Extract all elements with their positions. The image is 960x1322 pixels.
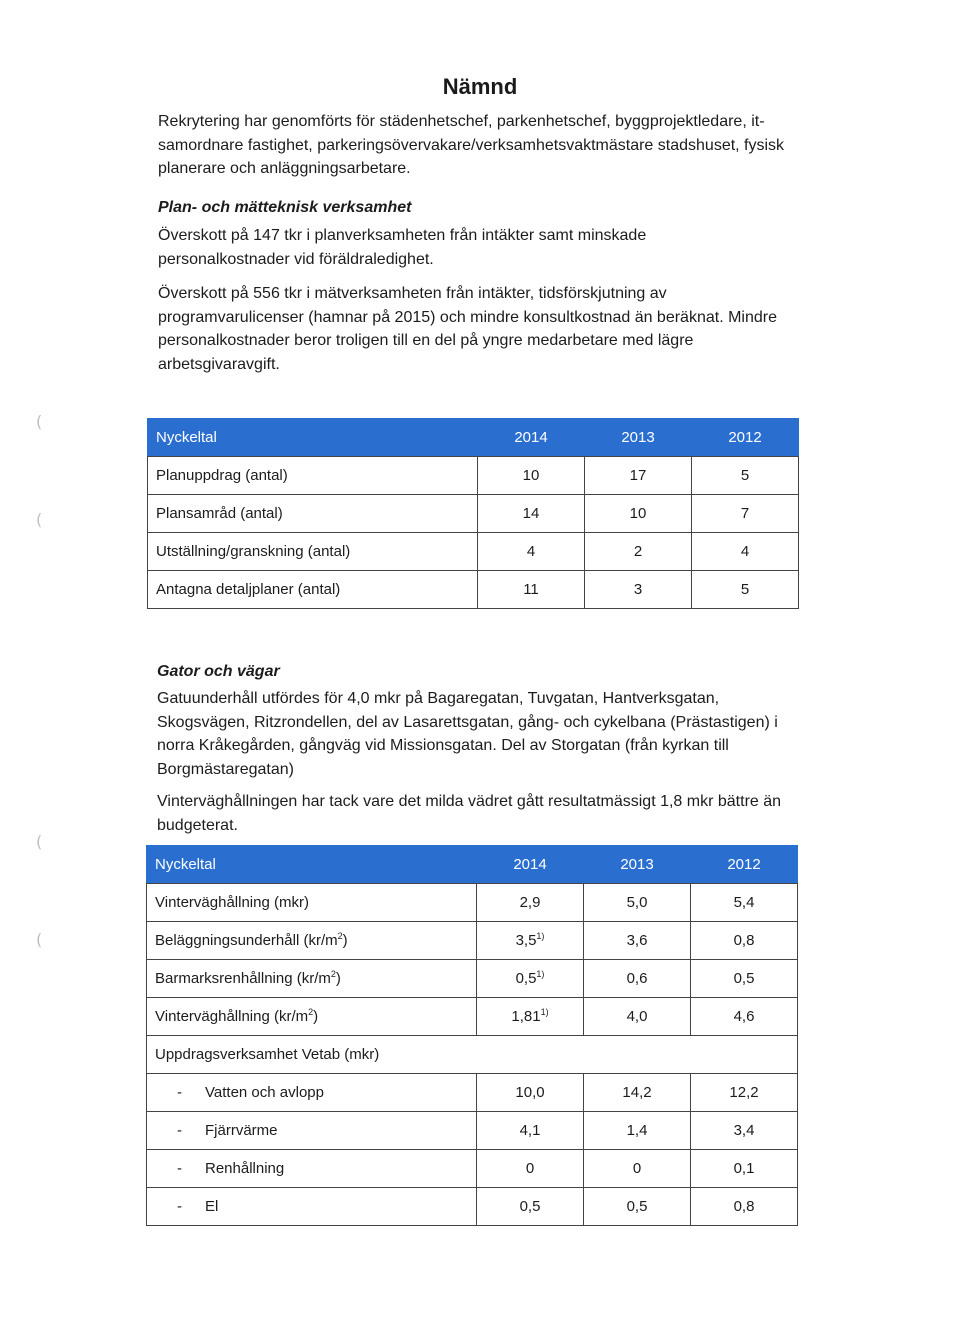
row-label: Utställning/granskning (antal): [148, 533, 478, 571]
cell-value: 10: [478, 457, 585, 495]
cell-value: 2,9: [477, 884, 584, 922]
header-year-2013: 2013: [585, 419, 692, 457]
cell-value: 0: [477, 1150, 584, 1188]
cell-value: 5,0: [584, 884, 691, 922]
row-label: Antagna detaljplaner (antal): [148, 571, 478, 609]
plan-paragraph-1: Överskott på 147 tkr i planverksamheten från intäkter samt minskade personalkostnader vid föräldraledighet.: [158, 227, 647, 268]
cell-value: 10: [585, 495, 692, 533]
cell-value: 2: [585, 533, 692, 571]
page-title: Nämnd: [442, 74, 518, 99]
cell-value: 11: [478, 571, 585, 609]
margin-mark: (: [36, 832, 43, 851]
cell-value-text: 0,5: [515, 970, 537, 987]
dash-marker: -: [177, 1122, 182, 1139]
cell-value: 3: [585, 571, 692, 609]
cell-value: 10,0: [477, 1074, 584, 1112]
header-year-2014: 2014: [478, 419, 585, 457]
header-nyckeltal: Nyckeltal: [148, 419, 478, 457]
table-row: [147, 1074, 798, 1112]
nyckeltal-table-plan: [147, 418, 799, 609]
table-row: [148, 571, 799, 609]
table-row: [148, 533, 799, 571]
cell-value: 5: [692, 571, 799, 609]
cell-value: 0: [584, 1150, 691, 1188]
sub-row-label: [147, 1112, 477, 1150]
sub-row-label-text: Renhållning: [205, 1160, 285, 1177]
table-row: [147, 1036, 798, 1074]
sub-row-label: [147, 1074, 477, 1112]
cell-value: 3,4: [691, 1112, 798, 1150]
cell-value: 17: [585, 457, 692, 495]
header-year-2013: 2013: [584, 846, 691, 884]
unit-superscript: 2: [330, 969, 336, 979]
cell-value: 4,1: [477, 1112, 584, 1150]
sub-row-label: [147, 1188, 477, 1226]
table-row: [147, 884, 798, 922]
cell-value: 0,5: [477, 1188, 584, 1226]
sub-row-label-text: Vatten och avlopp: [205, 1084, 324, 1101]
table-row: [147, 1150, 798, 1188]
footnote-marker: 1): [536, 969, 545, 979]
cell-value: 12,2: [691, 1074, 798, 1112]
gator-paragraph-2: Vinterväghållningen har tack vare det milda vädret gått resultatmässigt 1,8 mkr bättre än budgeterat.: [157, 793, 782, 834]
sub-row-label: [147, 1150, 477, 1188]
row-label-text: Vinterväghållning (kr/m: [155, 1008, 309, 1025]
header-year-2012: 2012: [691, 846, 798, 884]
margin-mark: (: [36, 412, 43, 431]
plan-section-heading: Plan- och mätteknisk verksamhet: [158, 199, 412, 216]
cell-value: 1,4: [584, 1112, 691, 1150]
row-label: Uppdragsverksamhet Vetab (mkr): [147, 1036, 798, 1074]
table-row: [148, 457, 799, 495]
row-label-end: ): [335, 970, 341, 987]
table-row: [147, 998, 798, 1036]
row-label: Vinterväghållning (mkr): [147, 884, 477, 922]
cell-value: 0,5: [691, 960, 798, 998]
cell-value: 0,8: [691, 922, 798, 960]
cell-value: 0,6: [584, 960, 691, 998]
row-label-end: ): [313, 1008, 319, 1025]
unit-superscript: 2: [337, 931, 343, 941]
row-label: Plansamråd (antal): [148, 495, 478, 533]
row-label-text: Barmarksrenhållning (kr/m: [155, 970, 331, 987]
cell-value: 0,1: [691, 1150, 798, 1188]
row-label: [147, 960, 477, 998]
cell-value: 5,4: [691, 884, 798, 922]
header-year-2014: 2014: [477, 846, 584, 884]
cell-value: 0,8: [691, 1188, 798, 1226]
cell-value: 5: [692, 457, 799, 495]
header-nyckeltal: Nyckeltal: [147, 846, 477, 884]
sub-row-label-text: El: [205, 1198, 219, 1215]
gator-section-heading: Gator och vägar: [157, 663, 280, 680]
table-row: [147, 1188, 798, 1226]
intro-paragraph: Rekrytering har genomförts för städenhetschef, parkenhetschef, byggprojektledare, it-samordnare fastighet, parkeringsövervakare/verksamhetsvaktmästare stadshuset, fysisk planerare och anläggningsarbetare.: [158, 113, 785, 177]
cell-value: 4: [478, 533, 585, 571]
cell-value: 4,0: [584, 998, 691, 1036]
table-row: [148, 495, 799, 533]
dash-marker: -: [177, 1084, 182, 1101]
dash-marker: -: [177, 1198, 182, 1215]
cell-value: [477, 922, 584, 960]
row-label: Planuppdrag (antal): [148, 457, 478, 495]
row-label: [147, 998, 477, 1036]
table-row: [147, 922, 798, 960]
nyckeltal-table-gator: [146, 845, 798, 1226]
footnote-marker: 1): [536, 931, 545, 941]
cell-value: 14,2: [584, 1074, 691, 1112]
unit-superscript: 2: [308, 1007, 314, 1017]
footnote-marker: 1): [540, 1007, 549, 1017]
gator-paragraph-1: Gatuunderhåll utfördes för 4,0 mkr på Bagaregatan, Tuvgatan, Hantverksgatan, Skogsvägen, Ritzrondellen, del av Lasarettsgatan, gång- och cykelbana (Prästastigen) i norra Kråkegården, gångväg vid Missionsgatan. Del av Storgatan (från kyrkan till Borgmästaregatan): [157, 690, 778, 778]
cell-value: [477, 998, 584, 1036]
margin-mark: (: [36, 930, 43, 949]
cell-value: 0,5: [584, 1188, 691, 1226]
cell-value-text: 3,5: [515, 932, 537, 949]
sub-row-label-text: Fjärrvärme: [205, 1122, 278, 1139]
table-header-row: [148, 419, 799, 457]
dash-marker: -: [177, 1160, 182, 1177]
cell-value: 14: [478, 495, 585, 533]
header-year-2012: 2012: [692, 419, 799, 457]
row-label-end: ): [342, 932, 348, 949]
row-label-text: Beläggningsunderhåll (kr/m: [155, 932, 338, 949]
cell-value: [477, 960, 584, 998]
plan-paragraph-2: Överskott på 556 tkr i mätverksamheten från intäkter, tidsförskjutning av programvarulicenser (hamnar på 2015) och mindre konsultkostnad än beräknat. Mindre personalkostnader beror troligen till en del på yngre medarbetare med lägre arbetsgivaravgift.: [158, 285, 777, 373]
row-label: [147, 922, 477, 960]
cell-value: 7: [692, 495, 799, 533]
cell-value: 4,6: [691, 998, 798, 1036]
table-row: [147, 960, 798, 998]
cell-value-text: 1,81: [511, 1008, 541, 1025]
cell-value: 3,6: [584, 922, 691, 960]
margin-mark: (: [36, 510, 43, 529]
table-header-row: [147, 846, 798, 884]
cell-value: 4: [692, 533, 799, 571]
table-row: [147, 1112, 798, 1150]
